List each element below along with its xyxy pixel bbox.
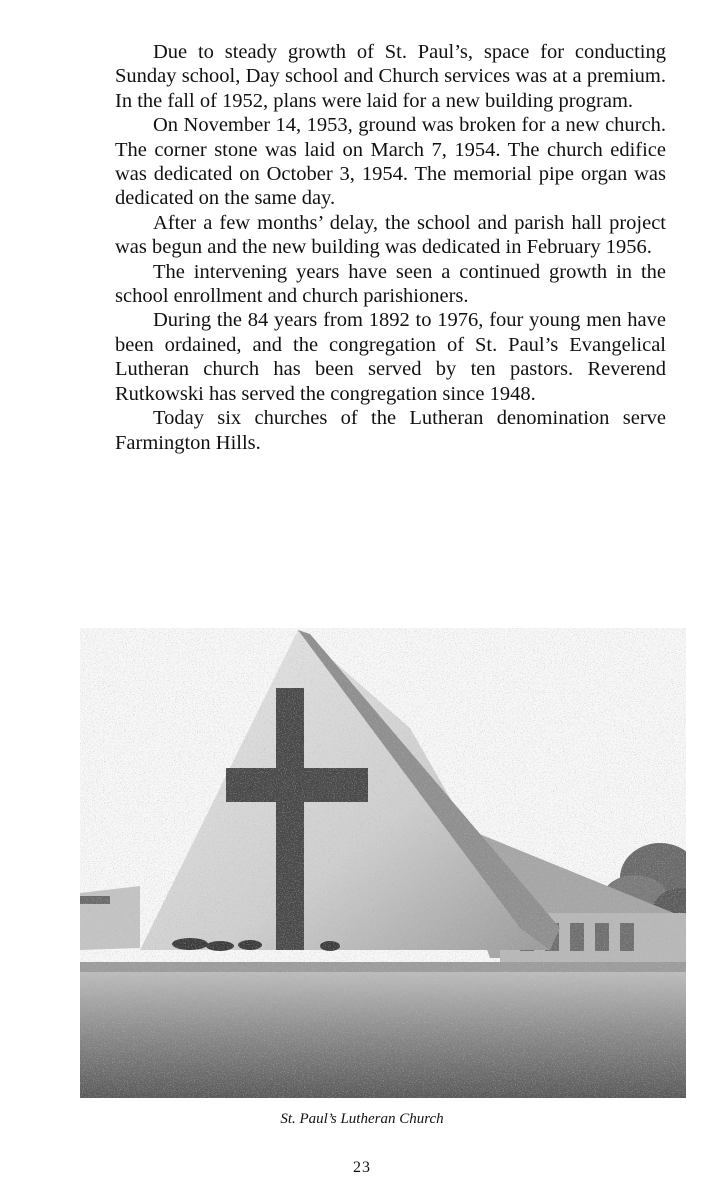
paragraph-school-hall: After a few months’ delay, the school and parish hall project was begun and the new building was dedicated in February 1956.: [115, 211, 666, 259]
paragraph-groundbreaking: On November 14, 1953, ground was broken for a new church. The corner stone was laid on March 7, 1954. The church edifice was dedicated on October 3, 1954. The memorial pipe organ was dedicated on the same day.: [115, 114, 666, 210]
page-number: 23: [353, 1159, 371, 1176]
figure-caption: St. Paul’s Lutheran Church: [280, 1111, 444, 1127]
paragraph-pastors: During the 84 years from 1892 to 1976, four young men have been ordained, and the congregation of St. Paul’s Evangelical Lutheran church has been served by ten pastors. Reverend Rutkowski has served the congregation since 1948.: [115, 309, 666, 405]
paragraph-enrollment: The intervening years have seen a continued growth in the school enrollment and church parishioners.: [115, 260, 666, 308]
paragraph-growth: Due to steady growth of St. Paul’s, space for conducting Sunday school, Day school and Church services was at a premium. In the fall of 1952, plans were laid for a new building program.: [115, 41, 666, 112]
church-photo: [80, 628, 686, 1098]
body-text: [115, 40, 666, 455]
paragraph-today: Today six churches of the Lutheran denomination serve Farmington Hills.: [115, 407, 666, 454]
